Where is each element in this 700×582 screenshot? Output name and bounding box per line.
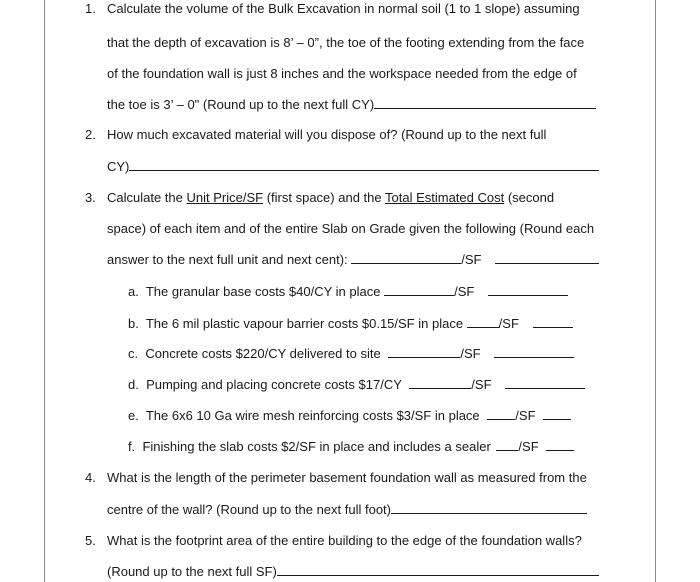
page-border-left [44,0,45,582]
slab-unit-label: /SF [461,252,482,267]
slab-unit-price-blank[interactable] [351,252,461,264]
item-b-text: The 6 mil plastic vapour barrier costs $0.15/SF in place [145,316,464,331]
item-f-text: Finishing the slab costs $2/SF in place and includes a sealer [142,439,491,454]
question-4-line-2 [107,502,587,518]
question-3-line-3-text: answer to the next full unit and next cent): [107,252,348,267]
question-3-line-3 [107,252,599,268]
item-e [128,408,571,424]
item-b-total-blank[interactable] [533,316,573,328]
item-d-unit-price-blank[interactable] [409,377,471,389]
item-f-total-blank[interactable] [546,439,574,451]
item-c [128,346,574,362]
question-2-number: 2. [85,127,96,142]
question-2-line-2-text: CY) [107,159,130,174]
question-5-answer-blank[interactable] [277,564,599,576]
question-3-number: 3. [85,190,96,205]
question-1-line-1: Calculate the volume of the Bulk Excavation in normal soil (1 to 1 slope) assuming [107,1,580,16]
item-b [128,316,573,332]
item-e-letter: e. [128,408,139,423]
question-3-line-2: space) of each item and of the entire Slab on Grade given the following (Round each [107,221,595,236]
item-f-unit: /SF [518,439,539,454]
item-b-unit-price-blank[interactable] [467,316,499,328]
question-5-line-1: What is the footprint area of the entire building to the edge of the foundation walls? [107,533,582,548]
item-c-unit-price-blank[interactable] [388,346,460,358]
item-a [128,284,568,300]
unit-price-label: Unit Price/SF [186,190,264,205]
item-c-letter: c. [128,346,139,361]
question-1-line-3: of the foundation wall is just 8 inches and the workspace needed from the edge of [107,66,577,81]
question-5-line-2-text: (Round up to the next full SF) [107,564,277,579]
question-1-number: 1. [85,1,96,16]
page-border-right [655,0,656,582]
question-2-line-1: How much excavated material will you dispose of? (Round up to the next full [107,127,547,142]
question-1-line-4-text: the toe is 3’ – 0" (Round up to the next full CY) [107,97,375,112]
item-e-text: The 6x6 10 Ga wire mesh reinforcing costs $3/SF in place [145,408,480,423]
item-f [128,439,574,455]
item-c-total-blank[interactable] [494,346,574,358]
question-4-line-1: What is the length of the perimeter basement foundation wall as measured from the [107,470,587,485]
question-1-answer-blank[interactable] [374,97,596,109]
question-3-text-c: (first space) and the [266,190,382,205]
item-d-total-blank[interactable] [505,377,585,389]
question-2-line-2 [107,159,599,175]
item-f-unit-price-blank[interactable] [496,439,518,451]
item-a-letter: a. [128,284,139,299]
item-e-unit: /SF [515,408,536,423]
question-2-answer-blank[interactable] [129,159,599,171]
total-estimated-cost-label: Total Estimated Cost [385,190,505,205]
question-3-line-1 [107,190,554,206]
question-3-text-a: Calculate the [107,190,183,205]
question-5-line-2 [107,564,599,580]
item-c-text: Concrete costs $220/CY delivered to site [145,346,381,361]
item-d-unit: /SF [471,377,492,392]
item-e-unit-price-blank[interactable] [487,408,515,420]
item-d-text: Pumping and placing concrete costs $17/CY [146,377,402,392]
item-a-unit: /SF [454,284,475,299]
item-f-letter: f. [128,439,136,454]
question-4-answer-blank[interactable] [391,502,587,514]
item-c-unit: /SF [460,346,481,361]
slab-total-cost-blank[interactable] [495,252,599,264]
item-d [128,377,585,393]
item-a-unit-price-blank[interactable] [384,284,454,296]
question-4-line-2-text: centre of the wall? (Round up to the next full foot) [107,502,392,517]
item-d-letter: d. [128,377,139,392]
question-5-number: 5. [85,533,96,548]
item-a-text: The granular base costs $40/CY in place [145,284,381,299]
question-3-text-e: (second [507,190,555,205]
item-e-total-blank[interactable] [543,408,571,420]
item-b-unit: /SF [498,316,519,331]
question-1-line-4 [107,97,596,113]
question-1-line-2: that the depth of excavation is 8’ – 0”, the toe of the footing extending from the face [107,35,585,50]
item-b-letter: b. [128,316,139,331]
question-4-number: 4. [85,470,96,485]
item-a-total-blank[interactable] [488,284,568,296]
